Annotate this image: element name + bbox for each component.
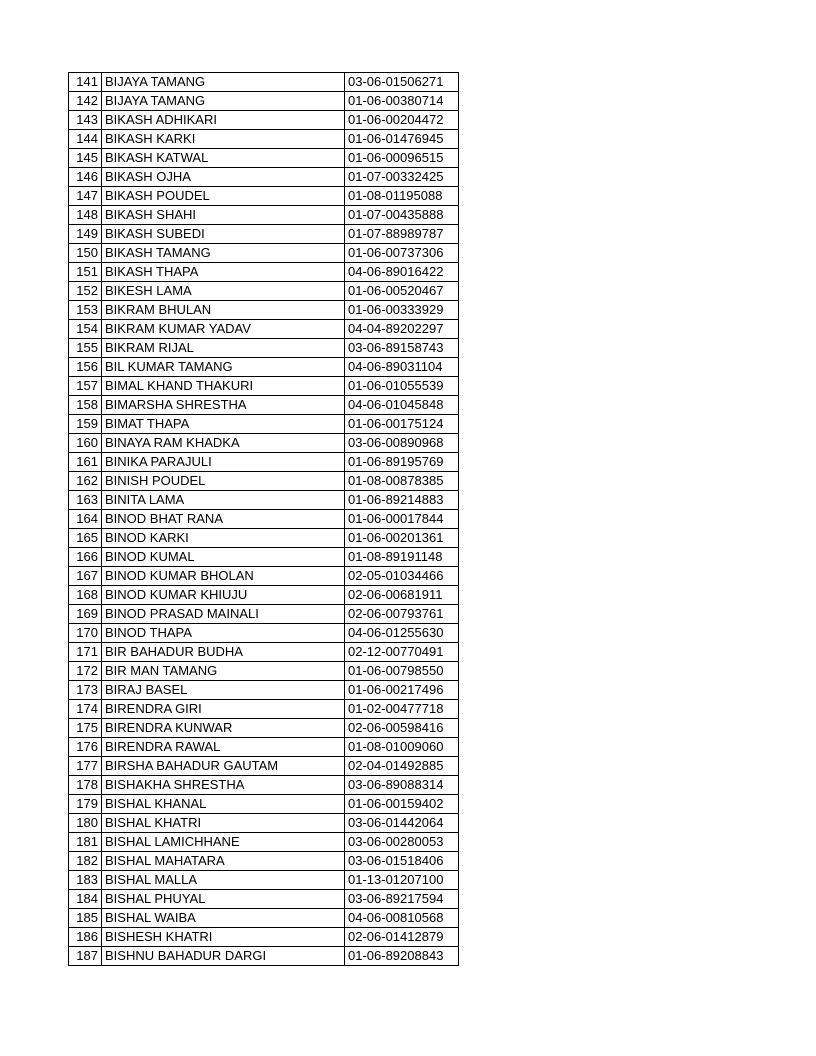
- id-code-cell: 04-06-01255630: [345, 624, 459, 643]
- name-cell: BISHAL PHUYAL: [102, 890, 345, 909]
- name-cell: BIKASH TAMANG: [102, 244, 345, 263]
- name-cell: BINAYA RAM KHADKA: [102, 434, 345, 453]
- table-row: [69, 605, 459, 624]
- row-number-cell: 173: [69, 681, 102, 700]
- table-row: [69, 434, 459, 453]
- name-cell: BIJAYA TAMANG: [102, 73, 345, 92]
- row-number-cell: 148: [69, 206, 102, 225]
- row-number-cell: 168: [69, 586, 102, 605]
- table-row: [69, 510, 459, 529]
- row-number-cell: 177: [69, 757, 102, 776]
- id-code-cell: 01-07-00332425: [345, 168, 459, 187]
- table-row: [69, 928, 459, 947]
- table-row: [69, 624, 459, 643]
- id-code-cell: 03-06-00280053: [345, 833, 459, 852]
- name-cell: BIKASH SUBEDI: [102, 225, 345, 244]
- id-code-cell: 02-06-00598416: [345, 719, 459, 738]
- row-number-cell: 165: [69, 529, 102, 548]
- name-cell: BIKRAM RIJAL: [102, 339, 345, 358]
- name-cell: BIKASH SHAHI: [102, 206, 345, 225]
- row-number-cell: 166: [69, 548, 102, 567]
- row-number-cell: 142: [69, 92, 102, 111]
- records-table: [68, 72, 459, 966]
- id-code-cell: 04-06-00810568: [345, 909, 459, 928]
- name-cell: BISHESH KHATRI: [102, 928, 345, 947]
- id-code-cell: 01-06-00175124: [345, 415, 459, 434]
- name-cell: BINOD KARKI: [102, 529, 345, 548]
- table-row: [69, 415, 459, 434]
- table-row: [69, 776, 459, 795]
- name-cell: BINIKA PARAJULI: [102, 453, 345, 472]
- row-number-cell: 154: [69, 320, 102, 339]
- table-row: [69, 263, 459, 282]
- name-cell: BIKASH KARKI: [102, 130, 345, 149]
- id-code-cell: 01-08-01195088: [345, 187, 459, 206]
- row-number-cell: 171: [69, 643, 102, 662]
- name-cell: BISHAL KHATRI: [102, 814, 345, 833]
- row-number-cell: 155: [69, 339, 102, 358]
- name-cell: BIJAYA TAMANG: [102, 92, 345, 111]
- table-row: [69, 73, 459, 92]
- row-number-cell: 180: [69, 814, 102, 833]
- row-number-cell: 162: [69, 472, 102, 491]
- id-code-cell: 03-06-89217594: [345, 890, 459, 909]
- id-code-cell: 01-06-00017844: [345, 510, 459, 529]
- id-code-cell: 01-06-00333929: [345, 301, 459, 320]
- table-row: [69, 130, 459, 149]
- table-row: [69, 472, 459, 491]
- row-number-cell: 147: [69, 187, 102, 206]
- id-code-cell: 04-04-89202297: [345, 320, 459, 339]
- name-cell: BIRENDRA GIRI: [102, 700, 345, 719]
- id-code-cell: 02-12-00770491: [345, 643, 459, 662]
- records-table-body: [69, 73, 459, 966]
- row-number-cell: 160: [69, 434, 102, 453]
- id-code-cell: 01-06-00159402: [345, 795, 459, 814]
- id-code-cell: 01-06-00201361: [345, 529, 459, 548]
- name-cell: BIKRAM KUMAR YADAV: [102, 320, 345, 339]
- row-number-cell: 175: [69, 719, 102, 738]
- name-cell: BISHAL WAIBA: [102, 909, 345, 928]
- id-code-cell: 02-06-00681911: [345, 586, 459, 605]
- table-row: [69, 947, 459, 966]
- name-cell: BIRAJ BASEL: [102, 681, 345, 700]
- name-cell: BISHAL LAMICHHANE: [102, 833, 345, 852]
- row-number-cell: 169: [69, 605, 102, 624]
- table-row: [69, 301, 459, 320]
- name-cell: BIMARSHA SHRESTHA: [102, 396, 345, 415]
- row-number-cell: 149: [69, 225, 102, 244]
- table-row: [69, 339, 459, 358]
- row-number-cell: 143: [69, 111, 102, 130]
- row-number-cell: 144: [69, 130, 102, 149]
- name-cell: BISHNU BAHADUR DARGI: [102, 947, 345, 966]
- id-code-cell: 01-06-01055539: [345, 377, 459, 396]
- row-number-cell: 187: [69, 947, 102, 966]
- name-cell: BINOD KUMAL: [102, 548, 345, 567]
- table-row: [69, 738, 459, 757]
- row-number-cell: 186: [69, 928, 102, 947]
- table-row: [69, 377, 459, 396]
- row-number-cell: 163: [69, 491, 102, 510]
- name-cell: BINOD THAPA: [102, 624, 345, 643]
- table-row: [69, 814, 459, 833]
- id-code-cell: 01-06-00096515: [345, 149, 459, 168]
- table-row: [69, 187, 459, 206]
- row-number-cell: 151: [69, 263, 102, 282]
- row-number-cell: 159: [69, 415, 102, 434]
- id-code-cell: 01-08-89191148: [345, 548, 459, 567]
- table-row: [69, 890, 459, 909]
- id-code-cell: 01-08-00878385: [345, 472, 459, 491]
- id-code-cell: 01-06-89214883: [345, 491, 459, 510]
- name-cell: BINOD KUMAR BHOLAN: [102, 567, 345, 586]
- id-code-cell: 01-02-00477718: [345, 700, 459, 719]
- id-code-cell: 01-06-00798550: [345, 662, 459, 681]
- row-number-cell: 153: [69, 301, 102, 320]
- id-code-cell: 03-06-89088314: [345, 776, 459, 795]
- row-number-cell: 181: [69, 833, 102, 852]
- id-code-cell: 01-07-00435888: [345, 206, 459, 225]
- name-cell: BIKASH THAPA: [102, 263, 345, 282]
- table-row: [69, 529, 459, 548]
- table-row: [69, 149, 459, 168]
- row-number-cell: 183: [69, 871, 102, 890]
- name-cell: BIMAT THAPA: [102, 415, 345, 434]
- id-code-cell: 03-06-00890968: [345, 434, 459, 453]
- name-cell: BINOD KUMAR KHIUJU: [102, 586, 345, 605]
- name-cell: BISHAKHA SHRESTHA: [102, 776, 345, 795]
- name-cell: BIKASH KATWAL: [102, 149, 345, 168]
- id-code-cell: 01-06-01476945: [345, 130, 459, 149]
- id-code-cell: 01-06-00520467: [345, 282, 459, 301]
- name-cell: BIKASH POUDEL: [102, 187, 345, 206]
- row-number-cell: 172: [69, 662, 102, 681]
- name-cell: BIKASH OJHA: [102, 168, 345, 187]
- id-code-cell: 03-06-01442064: [345, 814, 459, 833]
- name-cell: BISHAL KHANAL: [102, 795, 345, 814]
- id-code-cell: 01-06-89208843: [345, 947, 459, 966]
- id-code-cell: 02-05-01034466: [345, 567, 459, 586]
- row-number-cell: 146: [69, 168, 102, 187]
- table-row: [69, 491, 459, 510]
- table-row: [69, 909, 459, 928]
- name-cell: BIR MAN TAMANG: [102, 662, 345, 681]
- table-row: [69, 320, 459, 339]
- table-row: [69, 358, 459, 377]
- row-number-cell: 170: [69, 624, 102, 643]
- id-code-cell: 04-06-89031104: [345, 358, 459, 377]
- table-row: [69, 168, 459, 187]
- id-code-cell: 01-06-89195769: [345, 453, 459, 472]
- table-row: [69, 111, 459, 130]
- name-cell: BISHAL MAHATARA: [102, 852, 345, 871]
- table-row: [69, 719, 459, 738]
- name-cell: BIRSHA BAHADUR GAUTAM: [102, 757, 345, 776]
- id-code-cell: 03-06-89158743: [345, 339, 459, 358]
- row-number-cell: 167: [69, 567, 102, 586]
- table-row: [69, 548, 459, 567]
- table-row: [69, 833, 459, 852]
- id-code-cell: 02-06-00793761: [345, 605, 459, 624]
- table-row: [69, 225, 459, 244]
- name-cell: BIRENDRA RAWAL: [102, 738, 345, 757]
- id-code-cell: 02-06-01412879: [345, 928, 459, 947]
- table-row: [69, 244, 459, 263]
- row-number-cell: 152: [69, 282, 102, 301]
- table-row: [69, 92, 459, 111]
- id-code-cell: 04-06-01045848: [345, 396, 459, 415]
- table-row: [69, 206, 459, 225]
- row-number-cell: 185: [69, 909, 102, 928]
- table-row: [69, 586, 459, 605]
- row-number-cell: 158: [69, 396, 102, 415]
- row-number-cell: 179: [69, 795, 102, 814]
- id-code-cell: 01-06-00217496: [345, 681, 459, 700]
- table-row: [69, 757, 459, 776]
- name-cell: BISHAL MALLA: [102, 871, 345, 890]
- id-code-cell: 01-07-88989787: [345, 225, 459, 244]
- id-code-cell: 03-06-01506271: [345, 73, 459, 92]
- row-number-cell: 184: [69, 890, 102, 909]
- table-row: [69, 681, 459, 700]
- table-row: [69, 795, 459, 814]
- row-number-cell: 150: [69, 244, 102, 263]
- name-cell: BINISH POUDEL: [102, 472, 345, 491]
- name-cell: BINITA LAMA: [102, 491, 345, 510]
- row-number-cell: 164: [69, 510, 102, 529]
- row-number-cell: 145: [69, 149, 102, 168]
- table-row: [69, 396, 459, 415]
- id-code-cell: 01-08-01009060: [345, 738, 459, 757]
- table-row: [69, 662, 459, 681]
- id-code-cell: 01-06-00204472: [345, 111, 459, 130]
- row-number-cell: 174: [69, 700, 102, 719]
- name-cell: BIKRAM BHULAN: [102, 301, 345, 320]
- table-row: [69, 871, 459, 890]
- name-cell: BIMAL KHAND THAKURI: [102, 377, 345, 396]
- id-code-cell: 02-04-01492885: [345, 757, 459, 776]
- row-number-cell: 156: [69, 358, 102, 377]
- name-cell: BIRENDRA KUNWAR: [102, 719, 345, 738]
- name-cell: BINOD BHAT RANA: [102, 510, 345, 529]
- id-code-cell: 01-06-00737306: [345, 244, 459, 263]
- table-row: [69, 700, 459, 719]
- name-cell: BIKASH ADHIKARI: [102, 111, 345, 130]
- name-cell: BIL KUMAR TAMANG: [102, 358, 345, 377]
- id-code-cell: 01-13-01207100: [345, 871, 459, 890]
- row-number-cell: 182: [69, 852, 102, 871]
- table-row: [69, 567, 459, 586]
- name-cell: BINOD PRASAD MAINALI: [102, 605, 345, 624]
- name-cell: BIKESH LAMA: [102, 282, 345, 301]
- id-code-cell: 03-06-01518406: [345, 852, 459, 871]
- table-row: [69, 282, 459, 301]
- row-number-cell: 141: [69, 73, 102, 92]
- row-number-cell: 161: [69, 453, 102, 472]
- table-row: [69, 643, 459, 662]
- id-code-cell: 01-06-00380714: [345, 92, 459, 111]
- row-number-cell: 178: [69, 776, 102, 795]
- name-cell: BIR BAHADUR BUDHA: [102, 643, 345, 662]
- row-number-cell: 176: [69, 738, 102, 757]
- table-row: [69, 852, 459, 871]
- row-number-cell: 157: [69, 377, 102, 396]
- table-row: [69, 453, 459, 472]
- id-code-cell: 04-06-89016422: [345, 263, 459, 282]
